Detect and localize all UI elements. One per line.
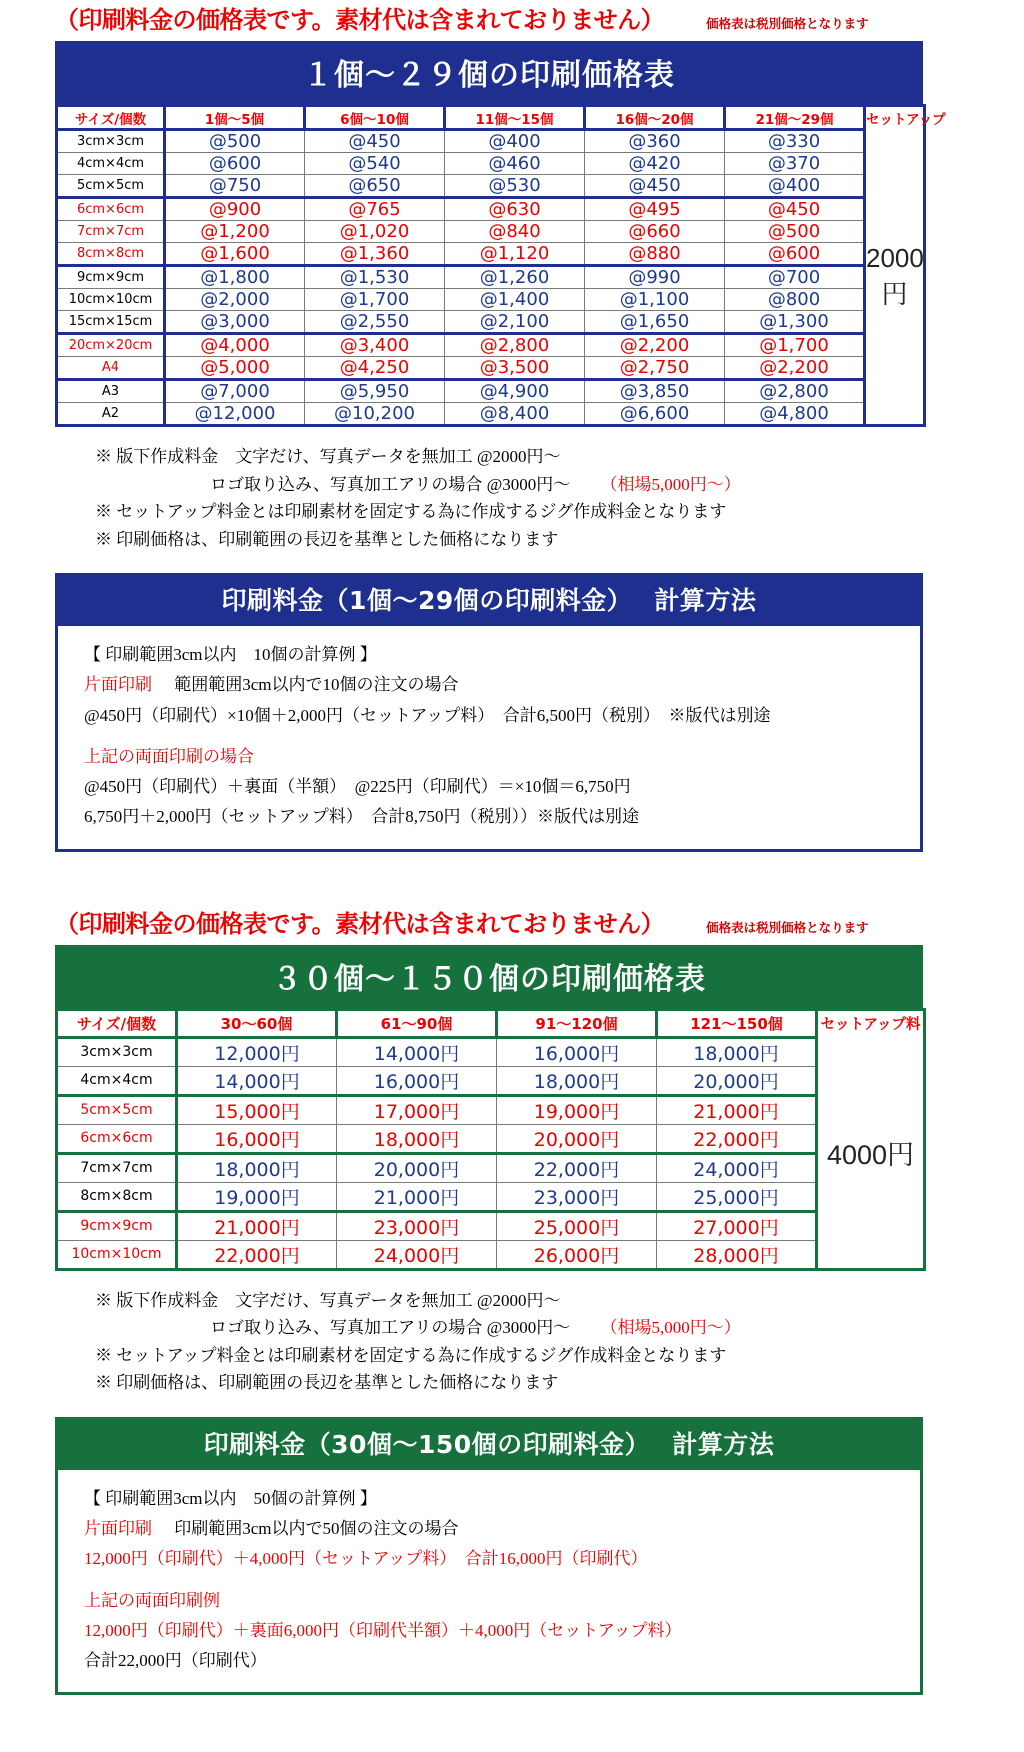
section1-header-cell: 1個～5個 <box>165 106 305 130</box>
price-cell: @1,800 <box>165 266 305 289</box>
price-cell: 22,000円 <box>497 1153 657 1182</box>
table-row <box>57 1182 925 1211</box>
price-cell: 20,000円 <box>497 1124 657 1153</box>
price-cell: @1,530 <box>305 266 445 289</box>
price-cell: @1,300 <box>725 311 865 334</box>
table-row <box>57 153 925 175</box>
price-cell: @2,800 <box>445 334 585 357</box>
price-cell: @1,260 <box>445 266 585 289</box>
price-cell: @5,000 <box>165 357 305 380</box>
price-cell: 23,000円 <box>337 1211 497 1240</box>
section2-calc-heading: 印刷料金（30個～150個の印刷料金） 計算方法 <box>55 1417 923 1470</box>
price-cell: 20,000円 <box>337 1153 497 1182</box>
price-cell: @4,000 <box>165 334 305 357</box>
section2-notes <box>95 1287 1024 1397</box>
price-cell: 14,000円 <box>177 1066 337 1095</box>
row-size-label: 15cm×15cm <box>57 311 165 334</box>
price-cell: @2,000 <box>165 289 305 311</box>
price-cell: 16,000円 <box>497 1037 657 1066</box>
section2-calc-single-label: 片面印刷 <box>84 1519 152 1538</box>
row-size-label: 4cm×4cm <box>57 153 165 175</box>
section2-setup-value: 4000円 <box>817 1037 925 1269</box>
price-cell: 21,000円 <box>337 1182 497 1211</box>
section1-calc-gap <box>84 731 920 742</box>
row-size-label: A3 <box>57 380 165 403</box>
section-spacer <box>0 852 1024 904</box>
section2-price-table <box>55 1008 926 1271</box>
price-cell: @750 <box>165 175 305 198</box>
price-cell: @1,360 <box>305 243 445 266</box>
price-cell: @460 <box>445 153 585 175</box>
section2-table-title: ３０個～１５０個の印刷価格表 <box>55 945 923 1008</box>
section2-calc-double-formula-2: 合計22,000円（印刷代） <box>84 1651 267 1670</box>
section2-calc-box <box>55 1417 923 1696</box>
table-row <box>57 221 925 243</box>
section1-calc-single-formula: @450円（印刷代）×10個＋2,000円（セットアップ料） 合計6,500円（税別） ※版代は別途 <box>84 705 771 725</box>
price-cell: @450 <box>725 198 865 221</box>
table-row <box>57 311 925 334</box>
section1-caption-main: （印刷料金の価格表です。素材代は含まれておりません） <box>55 6 665 34</box>
section2-header-cell: 91～120個 <box>497 1009 657 1037</box>
price-cell: @880 <box>585 243 725 266</box>
row-size-label: 3cm×3cm <box>57 130 165 153</box>
section1-table-wrap <box>55 41 946 427</box>
price-cell: @450 <box>585 175 725 198</box>
section2-note-2-red: （相場5,000円～） <box>600 1318 741 1338</box>
section1-table-title: １個～２９個の印刷価格表 <box>55 41 923 104</box>
section1-note-2-red: （相場5,000円～） <box>600 474 741 494</box>
price-cell: @1,700 <box>305 289 445 311</box>
price-cell: @3,000 <box>165 311 305 334</box>
section2-note-3: ※ セットアップ料金とは印刷素材を固定する為に作成するジグ作成料金となります <box>95 1345 727 1365</box>
table-row <box>57 130 925 153</box>
price-cell: 27,000円 <box>657 1211 817 1240</box>
price-cell: 16,000円 <box>177 1124 337 1153</box>
price-cell: @4,250 <box>305 357 445 380</box>
section2-calc-double-label: 上記の両面印刷例 <box>84 1590 220 1610</box>
price-cell: @650 <box>305 175 445 198</box>
price-cell: 22,000円 <box>177 1240 337 1269</box>
row-size-label: 7cm×7cm <box>57 1153 177 1182</box>
section1-calc-example-title: 【 印刷範囲3cm以内 10個の計算例 】 <box>84 645 377 665</box>
price-cell: @3,500 <box>445 357 585 380</box>
price-cell: @370 <box>725 153 865 175</box>
price-cell: @2,550 <box>305 311 445 334</box>
section2-calc-single-desc: 印刷範囲3cm以内で50個の注文の場合 <box>174 1519 459 1538</box>
price-cell: @2,800 <box>725 380 865 403</box>
section1-caption <box>0 0 1024 35</box>
price-cell: @660 <box>585 221 725 243</box>
section1-note-2 <box>95 471 1024 499</box>
section1-header-cell: 6個～10個 <box>305 106 445 130</box>
price-cell: 28,000円 <box>657 1240 817 1269</box>
section1-note-2-text: ロゴ取り込み、写真加工アリの場合 @3000円～ <box>210 474 571 494</box>
table-row <box>57 175 925 198</box>
section1-calc-single-row <box>84 670 920 700</box>
section2-header-row <box>57 1009 925 1037</box>
section1-setup-header: セットアップ <box>865 106 925 130</box>
price-cell: @1,120 <box>445 243 585 266</box>
section1-calc-box <box>55 573 923 852</box>
section1-header-cell: 21個～29個 <box>725 106 865 130</box>
price-cell: @630 <box>445 198 585 221</box>
price-cell: 14,000円 <box>337 1037 497 1066</box>
price-cell: @360 <box>585 130 725 153</box>
section1-note-1: ※ 版下作成料金 文字だけ、写真データを無加工 @2000円～ <box>95 447 561 466</box>
section1-notes <box>95 443 1024 553</box>
table-row <box>57 1240 925 1269</box>
price-cell: @3,400 <box>305 334 445 357</box>
price-cell: 21,000円 <box>657 1095 817 1124</box>
table-row <box>57 289 925 311</box>
price-cell: 26,000円 <box>497 1240 657 1269</box>
price-cell: 18,000円 <box>497 1066 657 1095</box>
price-cell: @1,600 <box>165 243 305 266</box>
row-size-label: 8cm×8cm <box>57 243 165 266</box>
section2-note-2-text: ロゴ取り込み、写真加工アリの場合 @3000円～ <box>210 1318 571 1338</box>
row-size-label: 5cm×5cm <box>57 1095 177 1124</box>
price-cell: 19,000円 <box>177 1182 337 1211</box>
price-cell: @600 <box>725 243 865 266</box>
price-cell: 16,000円 <box>337 1066 497 1095</box>
section2-calc-single-formula: 12,000円（印刷代）＋4,000円（セットアップ料） 合計16,000円（印刷代） <box>84 1549 648 1569</box>
section2-note-2 <box>95 1314 1024 1342</box>
row-size-label: 4cm×4cm <box>57 1066 177 1095</box>
price-cell: @2,200 <box>585 334 725 357</box>
row-size-label: 10cm×10cm <box>57 1240 177 1269</box>
section1-note-4: ※ 印刷価格は、印刷範囲の長辺を基準とした価格になります <box>95 529 559 549</box>
row-size-label: A4 <box>57 357 165 380</box>
price-cell: 23,000円 <box>497 1182 657 1211</box>
table-row <box>57 380 925 403</box>
section2-header-cell: 30～60個 <box>177 1009 337 1037</box>
row-size-label: 3cm×3cm <box>57 1037 177 1066</box>
section1-header-cell: 16個～20個 <box>585 106 725 130</box>
section2-calc-gap <box>84 1575 920 1586</box>
price-cell: @8,400 <box>445 403 585 426</box>
price-cell: 18,000円 <box>337 1124 497 1153</box>
section1-calc-heading: 印刷料金（1個～29個の印刷料金） 計算方法 <box>55 573 923 626</box>
section1-calc-single-label: 片面印刷 <box>84 675 152 695</box>
price-cell: 18,000円 <box>177 1153 337 1182</box>
section2-calc-double-formula-1: 12,000円（印刷代）＋裏面6,000円（印刷代半額）＋4,000円（セットアップ料） <box>84 1620 682 1640</box>
section2-setup-header: セットアップ料 <box>817 1009 925 1037</box>
section1-note-3: ※ セットアップ料金とは印刷素材を固定する為に作成するジグ作成料金となります <box>95 502 727 522</box>
table-row <box>57 357 925 380</box>
price-cell: @765 <box>305 198 445 221</box>
price-cell: @4,800 <box>725 403 865 426</box>
table-row <box>57 1066 925 1095</box>
price-cell: @7,000 <box>165 380 305 403</box>
price-cell: @700 <box>725 266 865 289</box>
price-cell: @2,100 <box>445 311 585 334</box>
price-cell: 25,000円 <box>497 1211 657 1240</box>
price-cell: @500 <box>725 221 865 243</box>
section1-calc-single-desc: 範囲範囲3cm以内で10個の注文の場合 <box>174 675 459 695</box>
price-cell: @900 <box>165 198 305 221</box>
section2-caption <box>0 904 1024 939</box>
price-cell: @600 <box>165 153 305 175</box>
section1-calc-double-formula-1: @450円（印刷代）＋裏面（半額） @225円（印刷代）＝×10個＝6,750円 <box>84 777 631 797</box>
price-cell: @2,750 <box>585 357 725 380</box>
price-cell: @495 <box>585 198 725 221</box>
price-cell: 15,000円 <box>177 1095 337 1124</box>
price-cell: @3,850 <box>585 380 725 403</box>
price-cell: @400 <box>445 130 585 153</box>
section1-header-cell: 11個～15個 <box>445 106 585 130</box>
price-cell: 20,000円 <box>657 1066 817 1095</box>
price-cell: @12,000 <box>165 403 305 426</box>
table-row <box>57 403 925 426</box>
table-row <box>57 1037 925 1066</box>
price-cell: @4,900 <box>445 380 585 403</box>
table-row <box>57 198 925 221</box>
price-cell: 19,000円 <box>497 1095 657 1124</box>
price-cell: @540 <box>305 153 445 175</box>
price-cell: 21,000円 <box>177 1211 337 1240</box>
section2-caption-main: （印刷料金の価格表です。素材代は含まれておりません） <box>55 909 665 938</box>
price-cell: @530 <box>445 175 585 198</box>
table-row <box>57 266 925 289</box>
price-cell: @5,950 <box>305 380 445 403</box>
price-cell: @1,100 <box>585 289 725 311</box>
price-cell: @400 <box>725 175 865 198</box>
section1-caption-sub: 価格表は税別価格となります <box>706 16 869 31</box>
price-cell: 12,000円 <box>177 1037 337 1066</box>
row-size-label: 8cm×8cm <box>57 1182 177 1211</box>
section2-header-cell: 121～150個 <box>657 1009 817 1037</box>
price-cell: @500 <box>165 130 305 153</box>
price-cell: @450 <box>305 130 445 153</box>
section2-calc-body <box>55 1470 923 1696</box>
table-row <box>57 243 925 266</box>
table-row <box>57 334 925 357</box>
section1-header-row <box>57 106 925 130</box>
section1-calc-body <box>55 626 923 852</box>
row-size-label: 9cm×9cm <box>57 1211 177 1240</box>
price-cell: @420 <box>585 153 725 175</box>
row-size-label: 5cm×5cm <box>57 175 165 198</box>
row-size-label: 9cm×9cm <box>57 266 165 289</box>
table-row <box>57 1124 925 1153</box>
section1-setup-value: 2000円 <box>865 130 925 426</box>
section1-calc-double-label: 上記の両面印刷の場合 <box>84 746 254 766</box>
section2-caption-sub: 価格表は税別価格となります <box>706 919 869 935</box>
table-row <box>57 1211 925 1240</box>
price-cell: @840 <box>445 221 585 243</box>
section2-note-1: ※ 版下作成料金 文字だけ、写真データを無加工 @2000円～ <box>95 1290 561 1310</box>
row-size-label: 6cm×6cm <box>57 1124 177 1153</box>
row-size-label: 10cm×10cm <box>57 289 165 311</box>
row-size-label: 7cm×7cm <box>57 221 165 243</box>
price-cell: @2,200 <box>725 357 865 380</box>
price-cell: @1,700 <box>725 334 865 357</box>
price-cell: @990 <box>585 266 725 289</box>
price-cell: 25,000円 <box>657 1182 817 1211</box>
section2-header-cell: 61～90個 <box>337 1009 497 1037</box>
row-size-label: 20cm×20cm <box>57 334 165 357</box>
price-cell: 17,000円 <box>337 1095 497 1124</box>
section2-calc-example-title: 【 印刷範囲3cm以内 50個の計算例 】 <box>84 1488 377 1508</box>
table-row <box>57 1095 925 1124</box>
row-size-label: 6cm×6cm <box>57 198 165 221</box>
table-row <box>57 1153 925 1182</box>
section2-calc-single-row <box>84 1514 920 1544</box>
price-cell: 24,000円 <box>657 1153 817 1182</box>
section2-table-wrap <box>55 945 923 1271</box>
price-cell: @1,400 <box>445 289 585 311</box>
price-cell: @1,200 <box>165 221 305 243</box>
price-cell: @1,650 <box>585 311 725 334</box>
row-size-label: A2 <box>57 403 165 426</box>
price-cell: 22,000円 <box>657 1124 817 1153</box>
price-cell: 18,000円 <box>657 1037 817 1066</box>
price-cell: @1,020 <box>305 221 445 243</box>
section1-header-cell: サイズ/個数 <box>57 106 165 130</box>
section1-calc-double-formula-2: 6,750円＋2,000円（セットアップ料） 合計8,750円（税別））※版代は別途 <box>84 807 640 827</box>
price-cell: @6,600 <box>585 403 725 426</box>
price-cell: @10,200 <box>305 403 445 426</box>
section2-header-cell: サイズ/個数 <box>57 1009 177 1037</box>
price-cell: @800 <box>725 289 865 311</box>
price-cell: @330 <box>725 130 865 153</box>
section1-price-table <box>55 104 946 427</box>
section2-note-4: ※ 印刷価格は、印刷範囲の長辺を基準とした価格になります <box>95 1373 559 1393</box>
price-cell: 24,000円 <box>337 1240 497 1269</box>
